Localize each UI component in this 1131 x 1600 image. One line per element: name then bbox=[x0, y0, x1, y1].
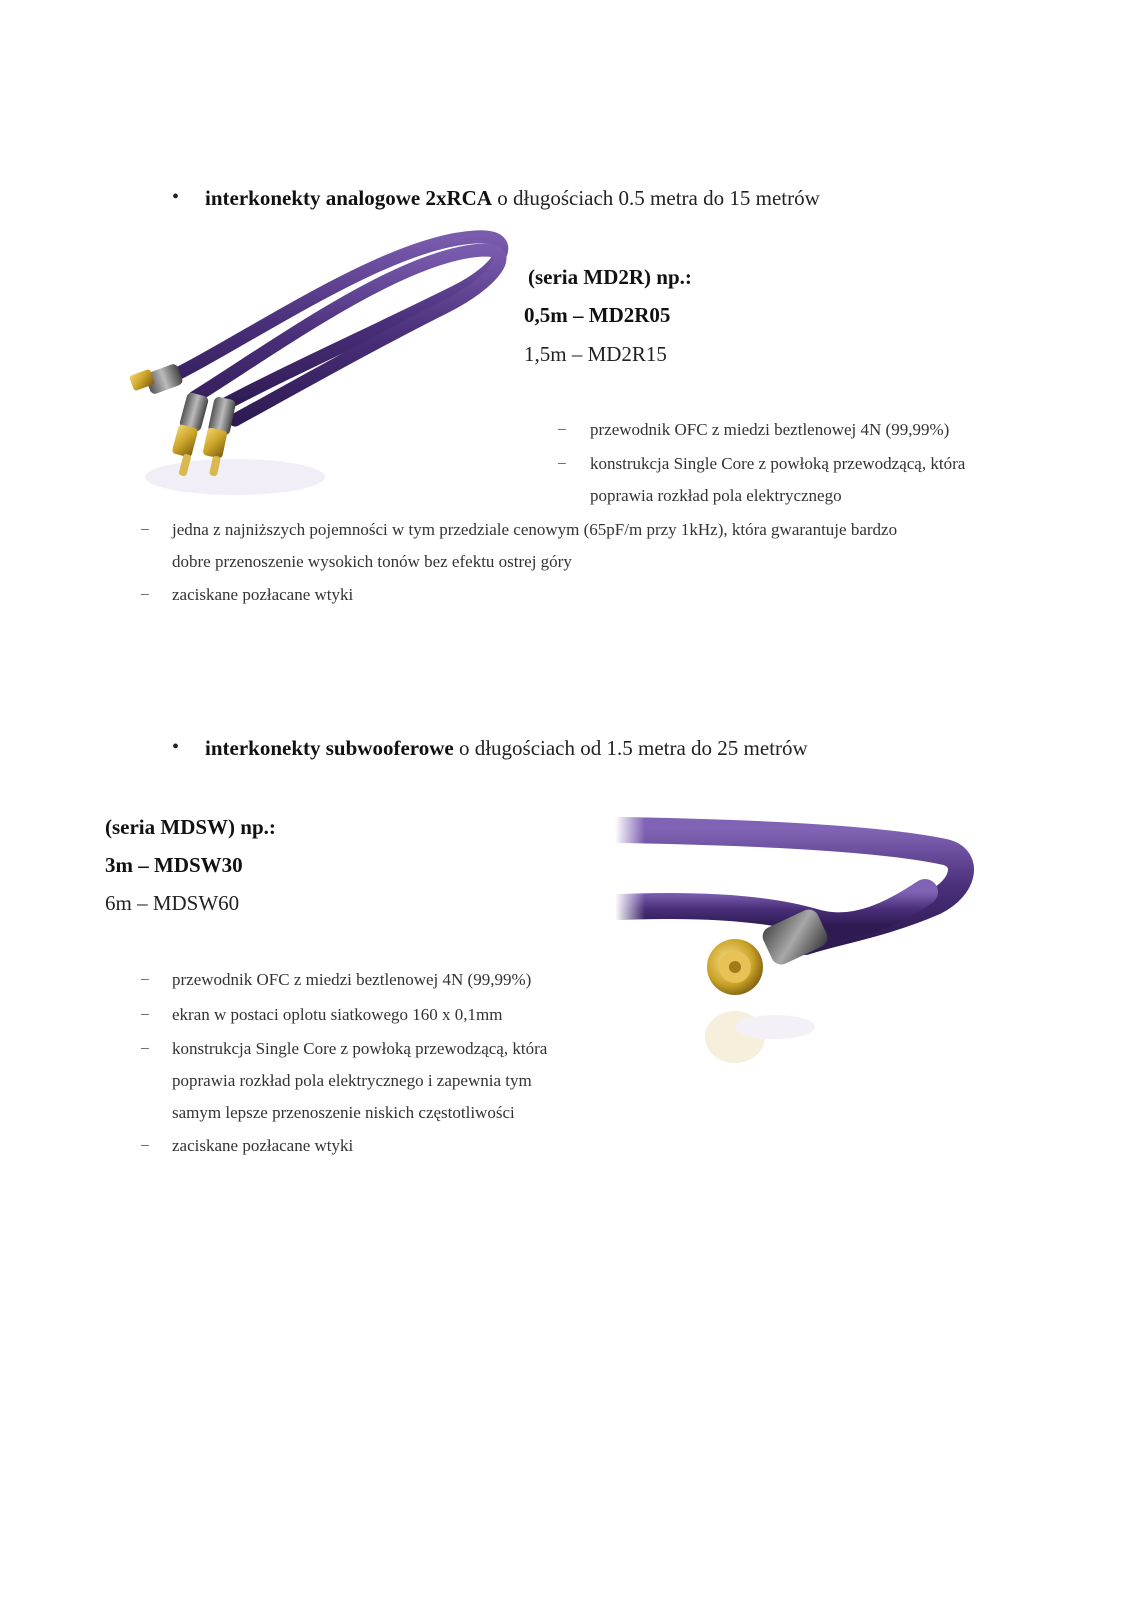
dash-icon: − bbox=[140, 1136, 150, 1155]
rca-cable-photo bbox=[125, 222, 515, 502]
section1-model-2: 1,5m – MD2R15 bbox=[524, 342, 667, 366]
dash-icon: − bbox=[140, 1039, 150, 1058]
section1-feature-2-cont: poprawia rozkład pola elektrycznego bbox=[590, 486, 842, 505]
section2-model-1: 3m – MDSW30 bbox=[105, 853, 243, 877]
dash-icon: − bbox=[140, 520, 150, 539]
bullet-icon: • bbox=[172, 186, 180, 208]
section2-feature-2: ekran w postaci oplotu siatkowego 160 x 0,1mm bbox=[172, 1005, 503, 1024]
dash-icon: − bbox=[557, 454, 567, 473]
section2-feature-3-cont2: samym lepsze przenoszenie niskich częstotliwości bbox=[172, 1103, 515, 1122]
section1-feature-3-cont: dobre przenoszenie wysokich tonów bez efektu ostrej góry bbox=[172, 552, 572, 571]
section1-feature-1: przewodnik OFC z miedzi beztlenowej 4N (99,99%) bbox=[590, 420, 950, 439]
section2-feature-4: zaciskane pozłacane wtyki bbox=[172, 1136, 354, 1155]
subwoofer-cable-photo bbox=[615, 812, 975, 1072]
rca-plug-icon bbox=[129, 363, 184, 395]
section1-series: (seria MD2R) np.: bbox=[528, 265, 692, 289]
section2-feature-3: konstrukcja Single Core z powłoką przewodzącą, która bbox=[172, 1039, 548, 1058]
section2-heading bbox=[205, 736, 808, 761]
section1-feature-2: konstrukcja Single Core z powłoką przewodzącą, która bbox=[590, 454, 966, 473]
section1-heading-bold: interkonekty analogowe 2xRCA bbox=[205, 186, 492, 210]
dash-icon: − bbox=[140, 970, 150, 989]
section2-feature-3-cont: poprawia rozkład pola elektrycznego i zapewnia tym bbox=[172, 1071, 532, 1090]
section1-heading bbox=[205, 186, 820, 211]
section1-feature-3: jedna z najniższych pojemności w tym przedziale cenowym (65pF/m przy 1kHz), która gwarantuje bardzo bbox=[172, 520, 898, 539]
section1-model-1: 0,5m – MD2R05 bbox=[524, 303, 671, 327]
bullet-icon: • bbox=[172, 736, 180, 758]
dash-icon: − bbox=[140, 585, 150, 604]
dash-icon: − bbox=[140, 1005, 150, 1024]
dash-icon: − bbox=[557, 420, 567, 439]
section2-heading-rest: o długościach od 1.5 metra do 25 metrów bbox=[453, 736, 808, 760]
section2-model-2: 6m – MDSW60 bbox=[105, 891, 240, 915]
section2-series: (seria MDSW) np.: bbox=[105, 815, 276, 839]
section1-feature-4: zaciskane pozłacane wtyki bbox=[172, 585, 354, 604]
section2-feature-1: przewodnik OFC z miedzi beztlenowej 4N (99,99%) bbox=[172, 970, 532, 989]
section1-heading-rest: o długościach 0.5 metra do 15 metrów bbox=[492, 186, 820, 210]
section2-heading-bold: interkonekty subwooferowe bbox=[205, 736, 454, 760]
